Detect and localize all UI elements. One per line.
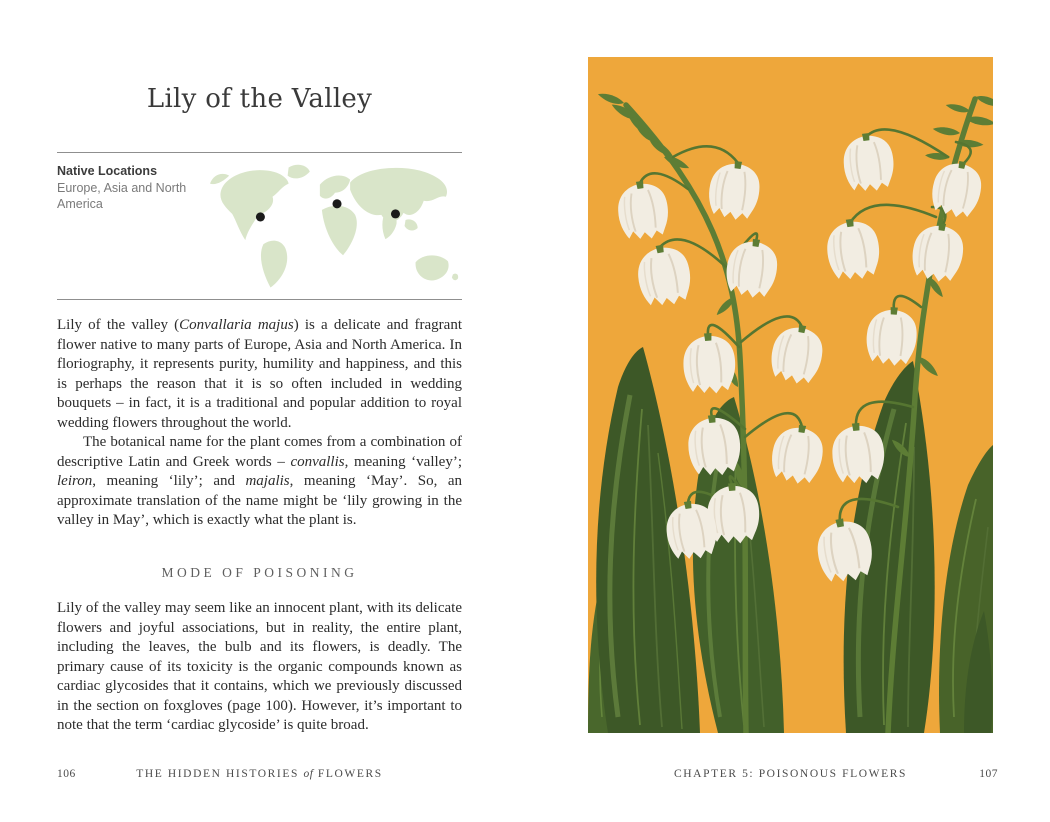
native-locations-panel <box>57 152 462 300</box>
body-text <box>57 316 462 736</box>
native-locations-label: Native Locations <box>57 164 158 178</box>
chapter-title-footer: CHAPTER 5: POISONOUS FLOWERS <box>674 768 907 780</box>
book-title-footer: THE HIDDEN HISTORIES of FLOWERS <box>136 768 383 780</box>
map-marker-north-america <box>256 212 265 221</box>
paragraph-1: Lily of the valley (Convallaria majus) is a delicate and fragrant flower native to many parts of Europe, Asia and North America. In floriography, it represents purity, humility and happiness, and this is perhaps the reason that it is so often included in wedding bouquets – in fact, it is a traditional and popular addition to royal wedding flowers throughout the world. <box>57 317 463 431</box>
lily-illustration-svg <box>588 57 993 733</box>
map-marker-europe <box>332 199 341 208</box>
native-locations-text <box>57 161 197 213</box>
left-page <box>57 0 462 736</box>
lily-of-the-valley-illustration <box>588 57 993 733</box>
native-locations-value: Europe, Asia and North America <box>57 180 187 211</box>
world-map <box>208 161 462 298</box>
section-heading: MODE OF POISONING <box>161 564 358 580</box>
map-marker-asia <box>391 209 400 218</box>
page-title: Lily of the Valley <box>146 84 373 114</box>
left-page-number: 106 <box>57 768 76 780</box>
world-map-svg <box>208 161 462 293</box>
paragraph-2: The botanical name for the plant comes from a combination of descriptive Latin and Greek words – convallis, meaning ‘valley’; leiron, meaning ‘lily’; and majalis, meaning ‘May’. So, an approximate translation of the name might be ‘lily growing in the valley in May’, which is exactly what the plant is. <box>57 434 463 528</box>
right-page-number: 107 <box>979 768 998 780</box>
paragraph-3: Lily of the valley may seem like an innocent plant, with its delicate flowers and joyful associations, but in reality, the entire plant, including the leaves, the bulb and its flowers, is deadly. The primary cause of its toxicity is the organic compounds known as cardiac glycosides that it contains, which we previously discussed in the section on foxgloves (page 100). However, it’s important to note that the term ‘cardiac glycoside’ is quite broad. <box>57 600 462 733</box>
